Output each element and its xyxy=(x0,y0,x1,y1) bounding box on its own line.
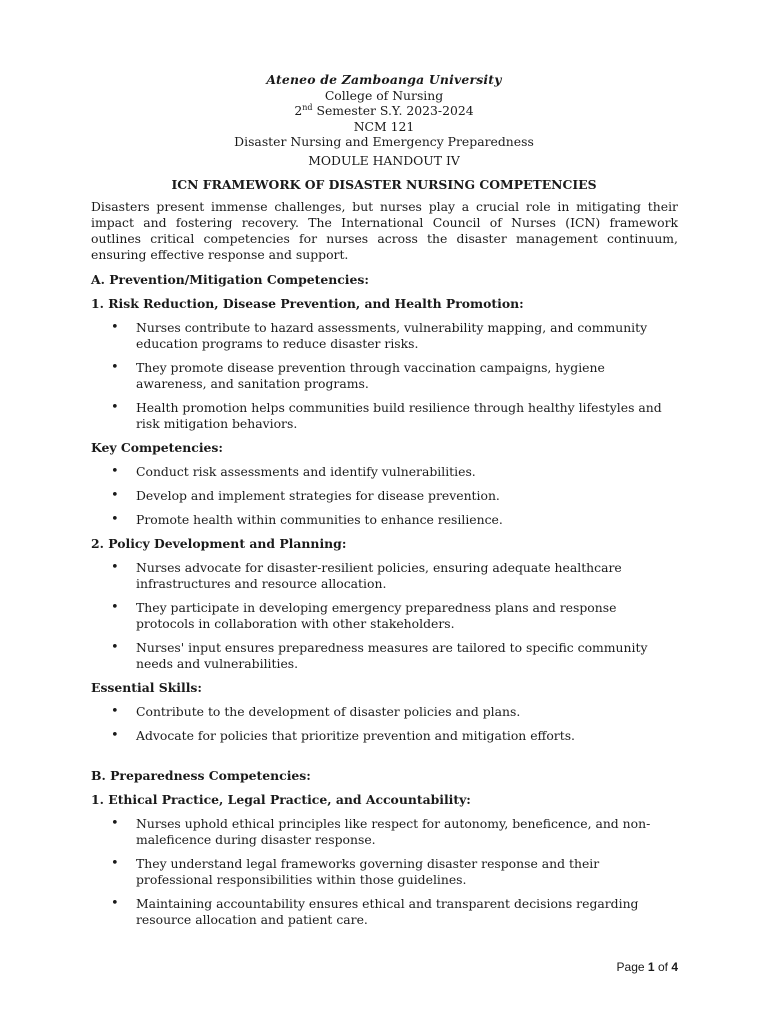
list-item: • They promote disease prevention through vaccination campaigns, hygiene awareness, and sanitation programs. xyxy=(91,360,678,392)
list-item: • They understand legal frameworks governing disaster response and their professional responsibilities within those guidelines. xyxy=(91,856,678,888)
course-title: Disaster Nursing and Emergency Preparedness xyxy=(234,134,534,149)
document-body xyxy=(91,199,678,936)
semester-suffix: nd xyxy=(302,102,313,112)
intro-paragraph: Disasters present immense challenges, but nurses play a crucial role in mitigating their impact and fostering recovery. The International Council of Nurses (ICN) framework outlines critical competencies for nurses across the disaster management continuum, ensuring effective response and support. xyxy=(91,199,678,262)
college-name: College of Nursing xyxy=(324,87,444,103)
subsection-b1-list xyxy=(91,816,678,928)
subsection-a2-heading: 2. Policy Development and Planning: xyxy=(91,536,347,551)
section-b-heading: B. Preparedness Competencies: xyxy=(91,768,311,783)
list-item: • Nurses contribute to hazard assessments, vulnerability mapping, and community education programs to reduce disaster risks. xyxy=(91,320,678,352)
page-number xyxy=(617,959,678,975)
university-name: Ateneo de Zamboanga University xyxy=(266,72,502,87)
list-item: • Develop and implement strategies for disease prevention. xyxy=(91,488,678,504)
list-item: • Nurses advocate for disaster-resilient policies, ensuring adequate healthcare infrastructures and resource allocation. xyxy=(91,560,678,592)
subsection-b1-heading: 1. Ethical Practice, Legal Practice, and Accountability: xyxy=(91,792,471,807)
document-header xyxy=(0,72,768,150)
list-item: • Promote health within communities to enhance resilience. xyxy=(91,512,678,528)
list-item: • Nurses uphold ethical principles like respect for autonomy, beneficence, and non-maleficence during disaster response. xyxy=(91,816,678,848)
course-code: NCM 121 xyxy=(353,118,415,134)
subsection-a1-heading: 1. Risk Reduction, Disease Prevention, and Health Promotion: xyxy=(91,296,524,311)
list-item: • Health promotion helps communities build resilience through healthy lifestyles and risk mitigation behaviors. xyxy=(91,400,678,432)
list-item: • Contribute to the development of disaster policies and plans. xyxy=(91,704,678,720)
page-word: Page xyxy=(616,960,645,974)
semester-text: Semester S.Y. 2023-2024 xyxy=(312,103,474,118)
module-label: MODULE HANDOUT IV xyxy=(308,153,460,168)
subsection-a2-list xyxy=(91,560,678,672)
subsection-a1-list xyxy=(91,320,678,432)
key-competencies-heading: Key Competencies: xyxy=(91,440,223,455)
section-spacer xyxy=(91,752,678,768)
list-item: • Nurses' input ensures preparedness measures are tailored to specific community needs and vulnerabilities. xyxy=(91,640,678,672)
semester-number: 2 xyxy=(294,103,303,118)
essential-skills-heading: Essential Skills: xyxy=(91,680,202,695)
of-word: of xyxy=(657,960,668,974)
essential-skills-list xyxy=(91,704,678,744)
key-competencies-list xyxy=(91,464,678,528)
list-item: • Advocate for policies that prioritize prevention and mitigation efforts. xyxy=(91,728,678,744)
list-item: • They participate in developing emergency preparedness plans and response protocols in collaboration with other stakeholders. xyxy=(91,600,678,632)
total-pages: 4 xyxy=(671,960,678,974)
document-title: ICN FRAMEWORK OF DISASTER NURSING COMPETENCIES xyxy=(171,177,597,192)
semester-line xyxy=(0,103,768,119)
list-item: • Maintaining accountability ensures ethical and transparent decisions regarding resource allocation and patient care. xyxy=(91,896,678,928)
current-page: 1 xyxy=(647,960,655,974)
list-item: • Conduct risk assessments and identify vulnerabilities. xyxy=(91,464,678,480)
section-a-heading: A. Prevention/Mitigation Competencies: xyxy=(91,272,369,287)
